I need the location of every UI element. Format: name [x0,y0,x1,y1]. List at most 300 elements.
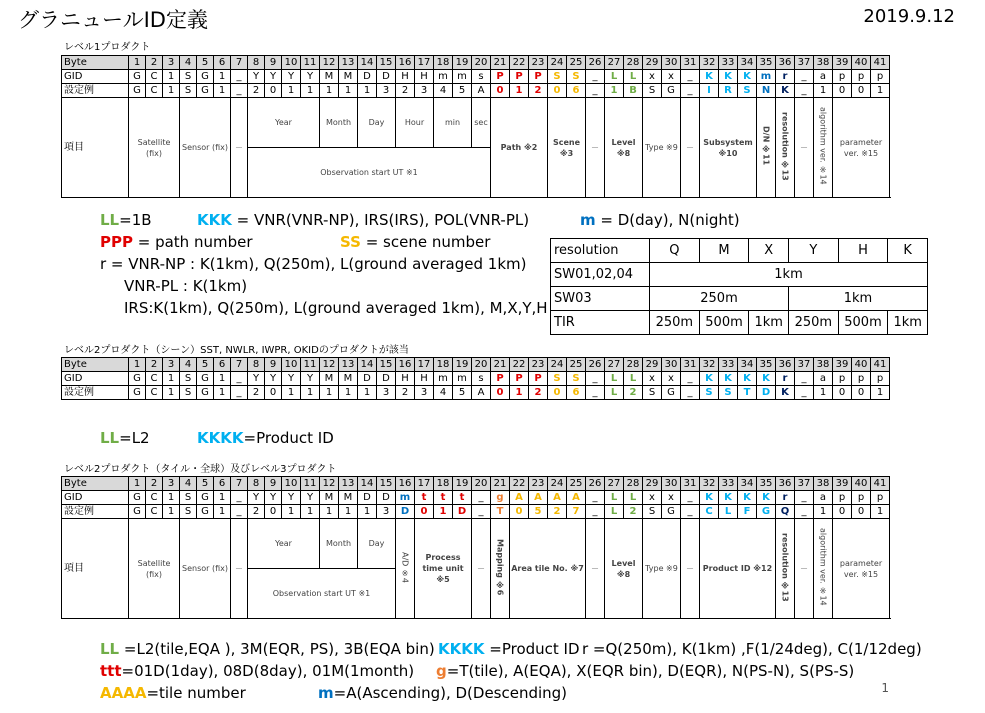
item-dn [757,98,776,198]
example-cell: G [197,84,214,98]
example-cell: G [662,84,681,98]
example-cell: G [662,505,681,519]
gid-cell: G [129,491,146,505]
item-dash: － [231,98,248,198]
example-cell: I [700,84,719,98]
byte-cell: 25 [567,56,586,70]
gid-cell: _ [231,491,248,505]
item-row-top [62,519,890,569]
byte-cell: 33 [719,358,738,372]
byte-cell: 40 [852,477,871,491]
item-dash: － [586,519,605,619]
item-month: Month [320,98,358,148]
byte-cell: 30 [662,477,681,491]
byte-cell: 14 [358,477,377,491]
item-satellite: Satellite (fix) [129,519,180,619]
example-cell: 0 [265,505,282,519]
example-cell: 2 [624,505,643,519]
legend2-kkkk-key: KKKK [197,429,244,447]
byte-cell: 38 [814,477,833,491]
example-cell: L [605,386,624,400]
page-title: グラニュールID定義 [18,8,208,32]
byte-cell: 20 [472,56,491,70]
example-cell: 1 [282,386,301,400]
legend3-ll-text: =L2(tile,EQA ), 3M(EQR, PS), 3B(EQA bin) [119,640,435,658]
gid-cell: Y [265,70,282,84]
example-cell: 1 [510,386,529,400]
example-cell: G [662,386,681,400]
byte-cell: 34 [738,477,757,491]
gid-cell: m [434,70,453,84]
gid-cell: Y [248,491,265,505]
gid-cell: m [434,372,453,386]
gid-cell: Y [265,372,282,386]
gid-cell: P [529,70,548,84]
row-label-example: 設定例 [62,386,129,400]
byte-cell: 39 [833,56,852,70]
gid-cell: r [776,70,795,84]
example-cell: 1 [214,505,231,519]
example-cell: 1 [339,84,358,98]
gid-cell: _ [231,372,248,386]
gid-cell: Y [282,491,301,505]
byte-cell: 13 [339,56,358,70]
resolution-table [550,238,928,335]
gid-cell: p [852,491,871,505]
res-header-x: X [749,239,789,263]
gid-cell: S [180,70,197,84]
example-cell: 2 [396,84,415,98]
gid-cell: 1 [214,70,231,84]
gid-row [62,372,890,386]
example-cell: 0 [491,84,510,98]
byte-row [62,358,890,372]
gid-cell: 1 [163,491,180,505]
byte-cell: 36 [776,56,795,70]
example-cell: 1 [871,386,890,400]
item-algorithm-text: algorithm ver. ※14 [818,528,828,606]
legend3-g-text: =T(tile), A(EQA), X(EQR bin), D(EQR), N(PS-N), S(PS-S) [446,662,855,680]
byte-cell: 13 [339,477,358,491]
byte-cell: 3 [163,358,180,372]
gid-cell: S [548,372,567,386]
gid-cell: H [415,70,434,84]
legend-ppp-key: PPP [100,233,133,251]
example-cell: G [129,386,146,400]
gid-cell: K [757,491,776,505]
byte-cell: 13 [339,358,358,372]
example-cell: _ [795,386,814,400]
gid-cell: C [146,70,163,84]
example-cell: 1 [320,505,339,519]
gid-cell: 1 [214,372,231,386]
res-header-h: H [838,239,888,263]
gid-cell: t [453,491,472,505]
gid-cell: K [738,372,757,386]
byte-cell: 14 [358,56,377,70]
item-area: Area tile No. ※7 [510,519,586,619]
gid-cell: M [339,372,358,386]
res-header-y: Y [788,239,838,263]
legend3-ttt-text: =01D(1day), 08D(8day), 01M(1month) [121,662,415,680]
row-label-gid: GID [62,491,129,505]
legend3-m-line [318,683,567,703]
byte-cell: 2 [146,56,163,70]
gid-cell: _ [795,491,814,505]
gid-cell: p [871,70,890,84]
gid-cell: A [567,491,586,505]
gid-cell: m [396,491,415,505]
gid-cell: G [197,491,214,505]
example-cell: N [757,84,776,98]
gid-cell: P [491,70,510,84]
example-cell: 0 [833,386,852,400]
example-cell: 1 [282,505,301,519]
byte-cell: 24 [548,477,567,491]
example-cell: 3 [377,84,396,98]
byte-cell: 11 [301,56,320,70]
gid-cell: t [434,491,453,505]
row-label-byte: Byte [62,56,129,70]
byte-cell: 5 [197,358,214,372]
example-cell: 1 [358,505,377,519]
item-scene: Scene ※3 [548,98,586,198]
item-day: Day [358,98,396,148]
legend-ppp-line [100,232,253,252]
gid-cell: _ [472,491,491,505]
legend3-g-key: g [436,662,447,680]
byte-cell: 35 [757,477,776,491]
res-row3-v6: 1km [888,311,928,335]
byte-cell: 32 [700,477,719,491]
item-parameter: parameter ver. ※15 [833,519,890,619]
byte-cell: 16 [396,477,415,491]
gid-cell: L [624,70,643,84]
example-cell: D [396,505,415,519]
legend2-ll-line [100,428,150,448]
example-cell: C [146,84,163,98]
example-cell: 1 [339,386,358,400]
gid-cell: S [180,491,197,505]
granule-table-level2-scene [61,357,890,400]
gid-cell: _ [586,491,605,505]
example-cell: T [738,386,757,400]
item-level: Level ※8 [605,519,643,619]
byte-cell: 7 [231,358,248,372]
gid-cell: K [738,491,757,505]
gid-cell: _ [795,372,814,386]
byte-cell: 17 [415,477,434,491]
legend3-m-key: m [318,684,334,702]
legend3-kkkk-text: =Product ID [484,640,580,658]
res-row1-value: 1km [650,263,928,287]
example-cell: _ [681,386,700,400]
byte-cell: 2 [146,477,163,491]
item-parameter: parameter ver. ※15 [833,98,890,198]
item-hour: Hour [396,98,434,148]
gid-cell: _ [681,372,700,386]
gid-cell: Y [282,70,301,84]
byte-cell: 17 [415,358,434,372]
item-process: Process time unit ※5 [415,519,472,619]
item-year: Year [248,519,320,569]
example-row [62,84,890,98]
byte-cell: 38 [814,56,833,70]
byte-cell: 28 [624,358,643,372]
example-cell: 1 [320,84,339,98]
gid-cell: _ [681,491,700,505]
gid-cell: P [510,372,529,386]
byte-cell: 31 [681,56,700,70]
gid-cell: 1 [214,491,231,505]
byte-row [62,477,890,491]
row-label-item: 項目 [62,519,129,619]
byte-cell: 16 [396,358,415,372]
gid-cell: C [146,372,163,386]
example-cell: 1 [282,84,301,98]
example-cell: 3 [415,84,434,98]
byte-cell: 4 [180,358,197,372]
byte-cell: 14 [358,358,377,372]
legend-r-line2: VNR-PL : K(1km) [124,277,248,295]
legend2-ll-text: =L2 [119,429,150,447]
byte-cell: 4 [180,477,197,491]
example-cell: 0 [265,386,282,400]
legend-m-key: m [580,211,596,229]
example-cell: 1 [871,505,890,519]
gid-cell: L [624,372,643,386]
example-cell: 1 [605,84,624,98]
byte-cell: 29 [643,56,662,70]
gid-cell: 1 [163,372,180,386]
byte-cell: 9 [265,56,282,70]
res-row3-v2: 500m [699,311,749,335]
legend-ll-line [100,210,152,230]
gid-cell: x [662,491,681,505]
gid-cell: P [510,70,529,84]
byte-cell: 34 [738,56,757,70]
res-row3-v3: 1km [749,311,789,335]
byte-cell: 38 [814,358,833,372]
example-cell: _ [231,84,248,98]
row-label-gid: GID [62,70,129,84]
byte-cell: 18 [434,477,453,491]
byte-cell: 15 [377,56,396,70]
legend-m-line [580,210,740,230]
legend-ss-key: SS [340,233,361,251]
gid-cell: s [472,70,491,84]
gid-cell: D [377,491,396,505]
example-cell: G [129,84,146,98]
example-cell: S [180,84,197,98]
gid-cell: K [719,70,738,84]
byte-cell: 36 [776,358,795,372]
byte-cell: 29 [643,477,662,491]
item-satellite: Satellite (fix) [129,98,180,198]
byte-cell: 15 [377,358,396,372]
item-resolution-text: resolution ※13 [780,111,790,181]
gid-cell: C [146,491,163,505]
byte-cell: 6 [214,56,231,70]
gid-cell: K [738,70,757,84]
byte-cell: 18 [434,358,453,372]
gid-cell: a [814,491,833,505]
byte-cell: 39 [833,477,852,491]
gid-cell: Y [301,372,320,386]
gid-cell: m [453,372,472,386]
byte-cell: 37 [795,56,814,70]
byte-cell: 35 [757,56,776,70]
byte-cell: 7 [231,56,248,70]
gid-cell: M [320,372,339,386]
legend3-g-line [436,661,854,681]
byte-cell: 23 [529,358,548,372]
example-cell: S [643,386,662,400]
example-cell: K [776,386,795,400]
byte-cell: 22 [510,477,529,491]
example-cell: 1 [871,84,890,98]
gid-cell: L [605,70,624,84]
res-row3-v4: 250m [788,311,838,335]
item-dash: － [681,519,700,619]
gid-cell: L [624,491,643,505]
item-dash: － [472,519,491,619]
item-level: Level ※8 [605,98,643,198]
gid-cell: M [339,491,358,505]
gid-cell: P [491,372,510,386]
example-cell: 0 [548,84,567,98]
gid-cell: A [529,491,548,505]
legend3-aaaa-text: =tile number [146,684,246,702]
example-cell: R [719,84,738,98]
legend-ss-text: = scene number [360,233,491,251]
gid-cell: S [180,372,197,386]
byte-cell: 16 [396,56,415,70]
byte-cell: 31 [681,358,700,372]
legend3-ttt-line [100,661,414,681]
legend-ll-text: =1B [119,211,152,229]
example-cell: 0 [491,386,510,400]
byte-cell: 6 [214,358,231,372]
item-year: Year [248,98,320,148]
byte-cell: 9 [265,477,282,491]
section-label-level1: レベル1プロダクト [64,42,151,53]
legend-ss-line [340,232,490,252]
example-cell: _ [231,386,248,400]
byte-cell: 19 [453,56,472,70]
example-cell: 0 [833,84,852,98]
example-cell: _ [795,84,814,98]
example-cell: 1 [434,505,453,519]
legend2-kkkk-line [197,428,334,448]
byte-cell: 25 [567,477,586,491]
byte-cell: 11 [301,358,320,372]
example-cell: 2 [529,386,548,400]
example-cell: 1 [814,84,833,98]
row-label-byte: Byte [62,358,129,372]
byte-cell: 1 [129,358,146,372]
byte-cell: 30 [662,358,681,372]
item-dash: － [681,98,700,198]
gid-cell: G [197,372,214,386]
example-cell: 1 [358,84,377,98]
byte-cell: 37 [795,477,814,491]
example-cell: 0 [833,505,852,519]
example-cell: 1 [163,505,180,519]
gid-cell: K [757,372,776,386]
gid-cell: M [320,491,339,505]
byte-cell: 15 [377,477,396,491]
gid-cell: x [643,70,662,84]
example-cell: 0 [548,386,567,400]
example-cell: S [643,505,662,519]
legend-kkk-key: KKK [197,211,232,229]
item-algorithm [814,98,833,198]
gid-cell: D [358,491,377,505]
byte-cell: 12 [320,56,339,70]
example-cell: 5 [529,505,548,519]
byte-cell: 36 [776,477,795,491]
legend3-aaaa-line [100,683,246,703]
example-cell: S [700,386,719,400]
example-cell: C [700,505,719,519]
byte-cell: 32 [700,56,719,70]
gid-cell: _ [681,70,700,84]
res-header-k: K [888,239,928,263]
example-cell: 2 [396,386,415,400]
gid-cell: D [358,372,377,386]
byte-cell: 37 [795,358,814,372]
item-sensor: Sensor (fix) [180,98,231,198]
example-cell: S [719,386,738,400]
item-sensor: Sensor (fix) [180,519,231,619]
item-dash: － [231,519,248,619]
row-label-example: 設定例 [62,505,129,519]
byte-cell: 31 [681,477,700,491]
byte-cell: 24 [548,56,567,70]
example-cell: 1 [339,505,358,519]
res-row3-label: TIR [551,311,650,335]
item-type: Type ※9 [643,98,681,198]
gid-cell: m [757,70,776,84]
byte-cell: 21 [491,56,510,70]
gid-cell: D [377,372,396,386]
byte-cell: 12 [320,477,339,491]
example-cell: 2 [248,505,265,519]
legend3-r-line: r =Q(250m), K(1km) ,F(1/24deg), C(1/12deg) [582,640,922,658]
example-cell: K [776,84,795,98]
gid-cell: Y [248,372,265,386]
example-cell: 1 [163,84,180,98]
byte-cell: 5 [197,56,214,70]
item-resolution [776,98,795,198]
gid-cell: p [833,372,852,386]
byte-cell: 41 [871,56,890,70]
example-cell: 0 [852,386,871,400]
legend-kkk-text: = VNR(VNR-NP), IRS(IRS), POL(VNR-PL) [231,211,530,229]
item-day: Day [358,519,396,569]
byte-cell: 7 [231,477,248,491]
item-dash: － [795,98,814,198]
byte-cell: 27 [605,477,624,491]
example-cell: 7 [567,505,586,519]
byte-cell: 41 [871,358,890,372]
gid-cell: s [472,372,491,386]
example-cell: 2 [624,386,643,400]
byte-cell: 40 [852,56,871,70]
byte-cell: 26 [586,56,605,70]
example-cell: 1 [510,84,529,98]
